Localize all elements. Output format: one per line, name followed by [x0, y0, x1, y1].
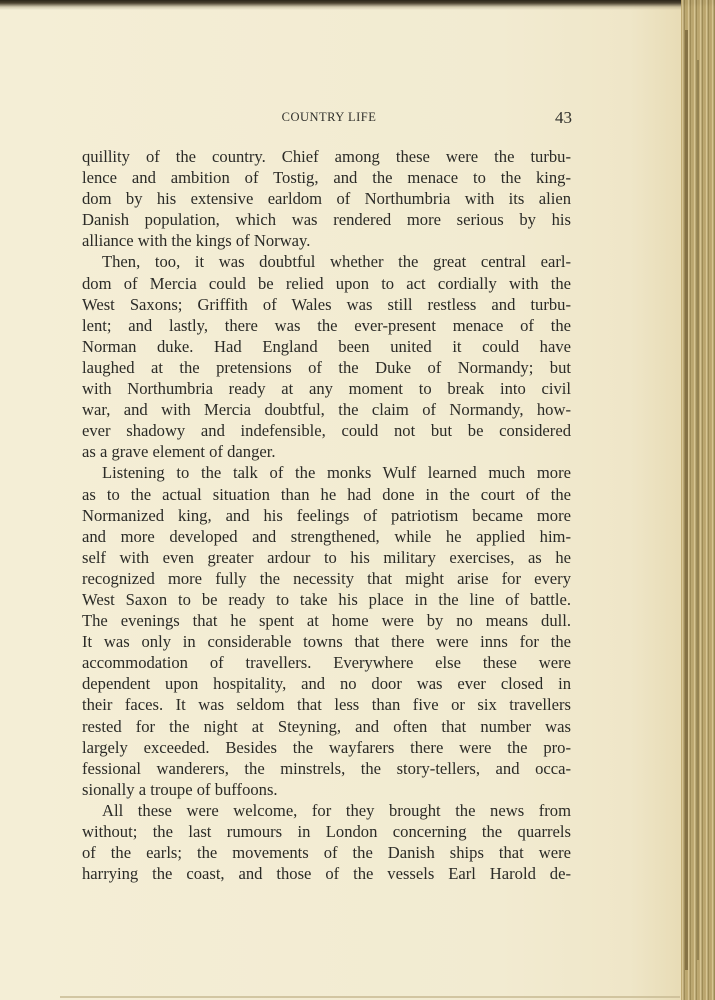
running-title: COUNTRY LIFE	[281, 110, 377, 124]
text-line: as a grave element of danger.	[82, 442, 276, 462]
text-line: largely exceeded. Besides the wayfarers there were the pro-	[82, 737, 571, 757]
book-binding-edge	[681, 0, 715, 1000]
text-line: harrying the coast, and those of the vessels Earl Harold de-	[82, 864, 571, 884]
text-line: Norman duke. Had England been united it could have	[82, 336, 571, 356]
text-line: dom by his extensive earldom of Northumbria with its alien	[82, 189, 571, 209]
body-text	[82, 146, 571, 884]
text-line: Normanized king, and his feelings of patriotism became more	[82, 505, 571, 525]
text-line: without; the last rumours in London concerning the quarrels	[82, 822, 571, 841]
text-line: self with even greater ardour to his military exercises, as he	[82, 547, 571, 567]
bottom-page-edge	[60, 996, 680, 998]
text-line: Listening to the talk of the monks Wulf learned much more	[102, 463, 571, 483]
text-line: Then, too, it was doubtful whether the great central earl-	[102, 252, 571, 272]
text-line: laughed at the pretensions of the Duke of Normandy; but	[82, 357, 571, 377]
text-line: of the earls; the movements of the Danish ships that were	[82, 843, 571, 863]
text-line: It was only in considerable towns that there were inns for the	[82, 632, 571, 652]
text-line: sionally a troupe of buffoons.	[82, 779, 278, 799]
text-line: quillity of the country. Chief among these were the turbu-	[82, 147, 571, 166]
running-head	[82, 108, 576, 130]
text-line: All these were welcome, for they brought the news from	[102, 800, 571, 820]
text-line: West Saxon to be ready to take his place in the line of battle.	[82, 589, 571, 609]
top-edge-shadow	[0, 0, 715, 10]
text-line: fessional wanderers, the minstrels, the story-tellers, and occa-	[82, 758, 571, 778]
text-line: recognized more fully the necessity that might arise for every	[82, 568, 571, 588]
text-line: West Saxons; Griffith of Wales was still restless and turbu-	[82, 294, 571, 314]
text-line: and more developed and strengthened, while he applied him-	[82, 526, 571, 546]
text-line: dependent upon hospitality, and no door was ever closed in	[82, 674, 571, 694]
text-line: accommodation of travellers. Everywhere else these were	[82, 653, 571, 673]
text-line: dom of Mercia could be relied upon to act cordially with the	[82, 273, 571, 293]
page-number: 43	[555, 108, 572, 127]
text-line: lence and ambition of Tostig, and the menace to the king-	[82, 168, 571, 188]
text-line: their faces. It was seldom that less than five or six travellers	[82, 695, 571, 715]
text-line: rested for the night at Steyning, and often that number was	[82, 716, 571, 736]
text-line: alliance with the kings of Norway.	[82, 231, 311, 251]
text-line: The evenings that he spent at home were by no means dull.	[82, 611, 571, 631]
text-line: Danish population, which was rendered more serious by his	[82, 210, 571, 230]
text-line: as to the actual situation than he had done in the court of the	[82, 484, 571, 504]
text-line: with Northumbria ready at any moment to break into civil	[82, 379, 571, 399]
text-line: ever shadowy and indefensible, could not but be considered	[82, 421, 571, 441]
text-line: war, and with Mercia doubtful, the claim of Normandy, how-	[82, 400, 571, 420]
text-line: lent; and lastly, there was the ever-present menace of the	[82, 315, 571, 335]
